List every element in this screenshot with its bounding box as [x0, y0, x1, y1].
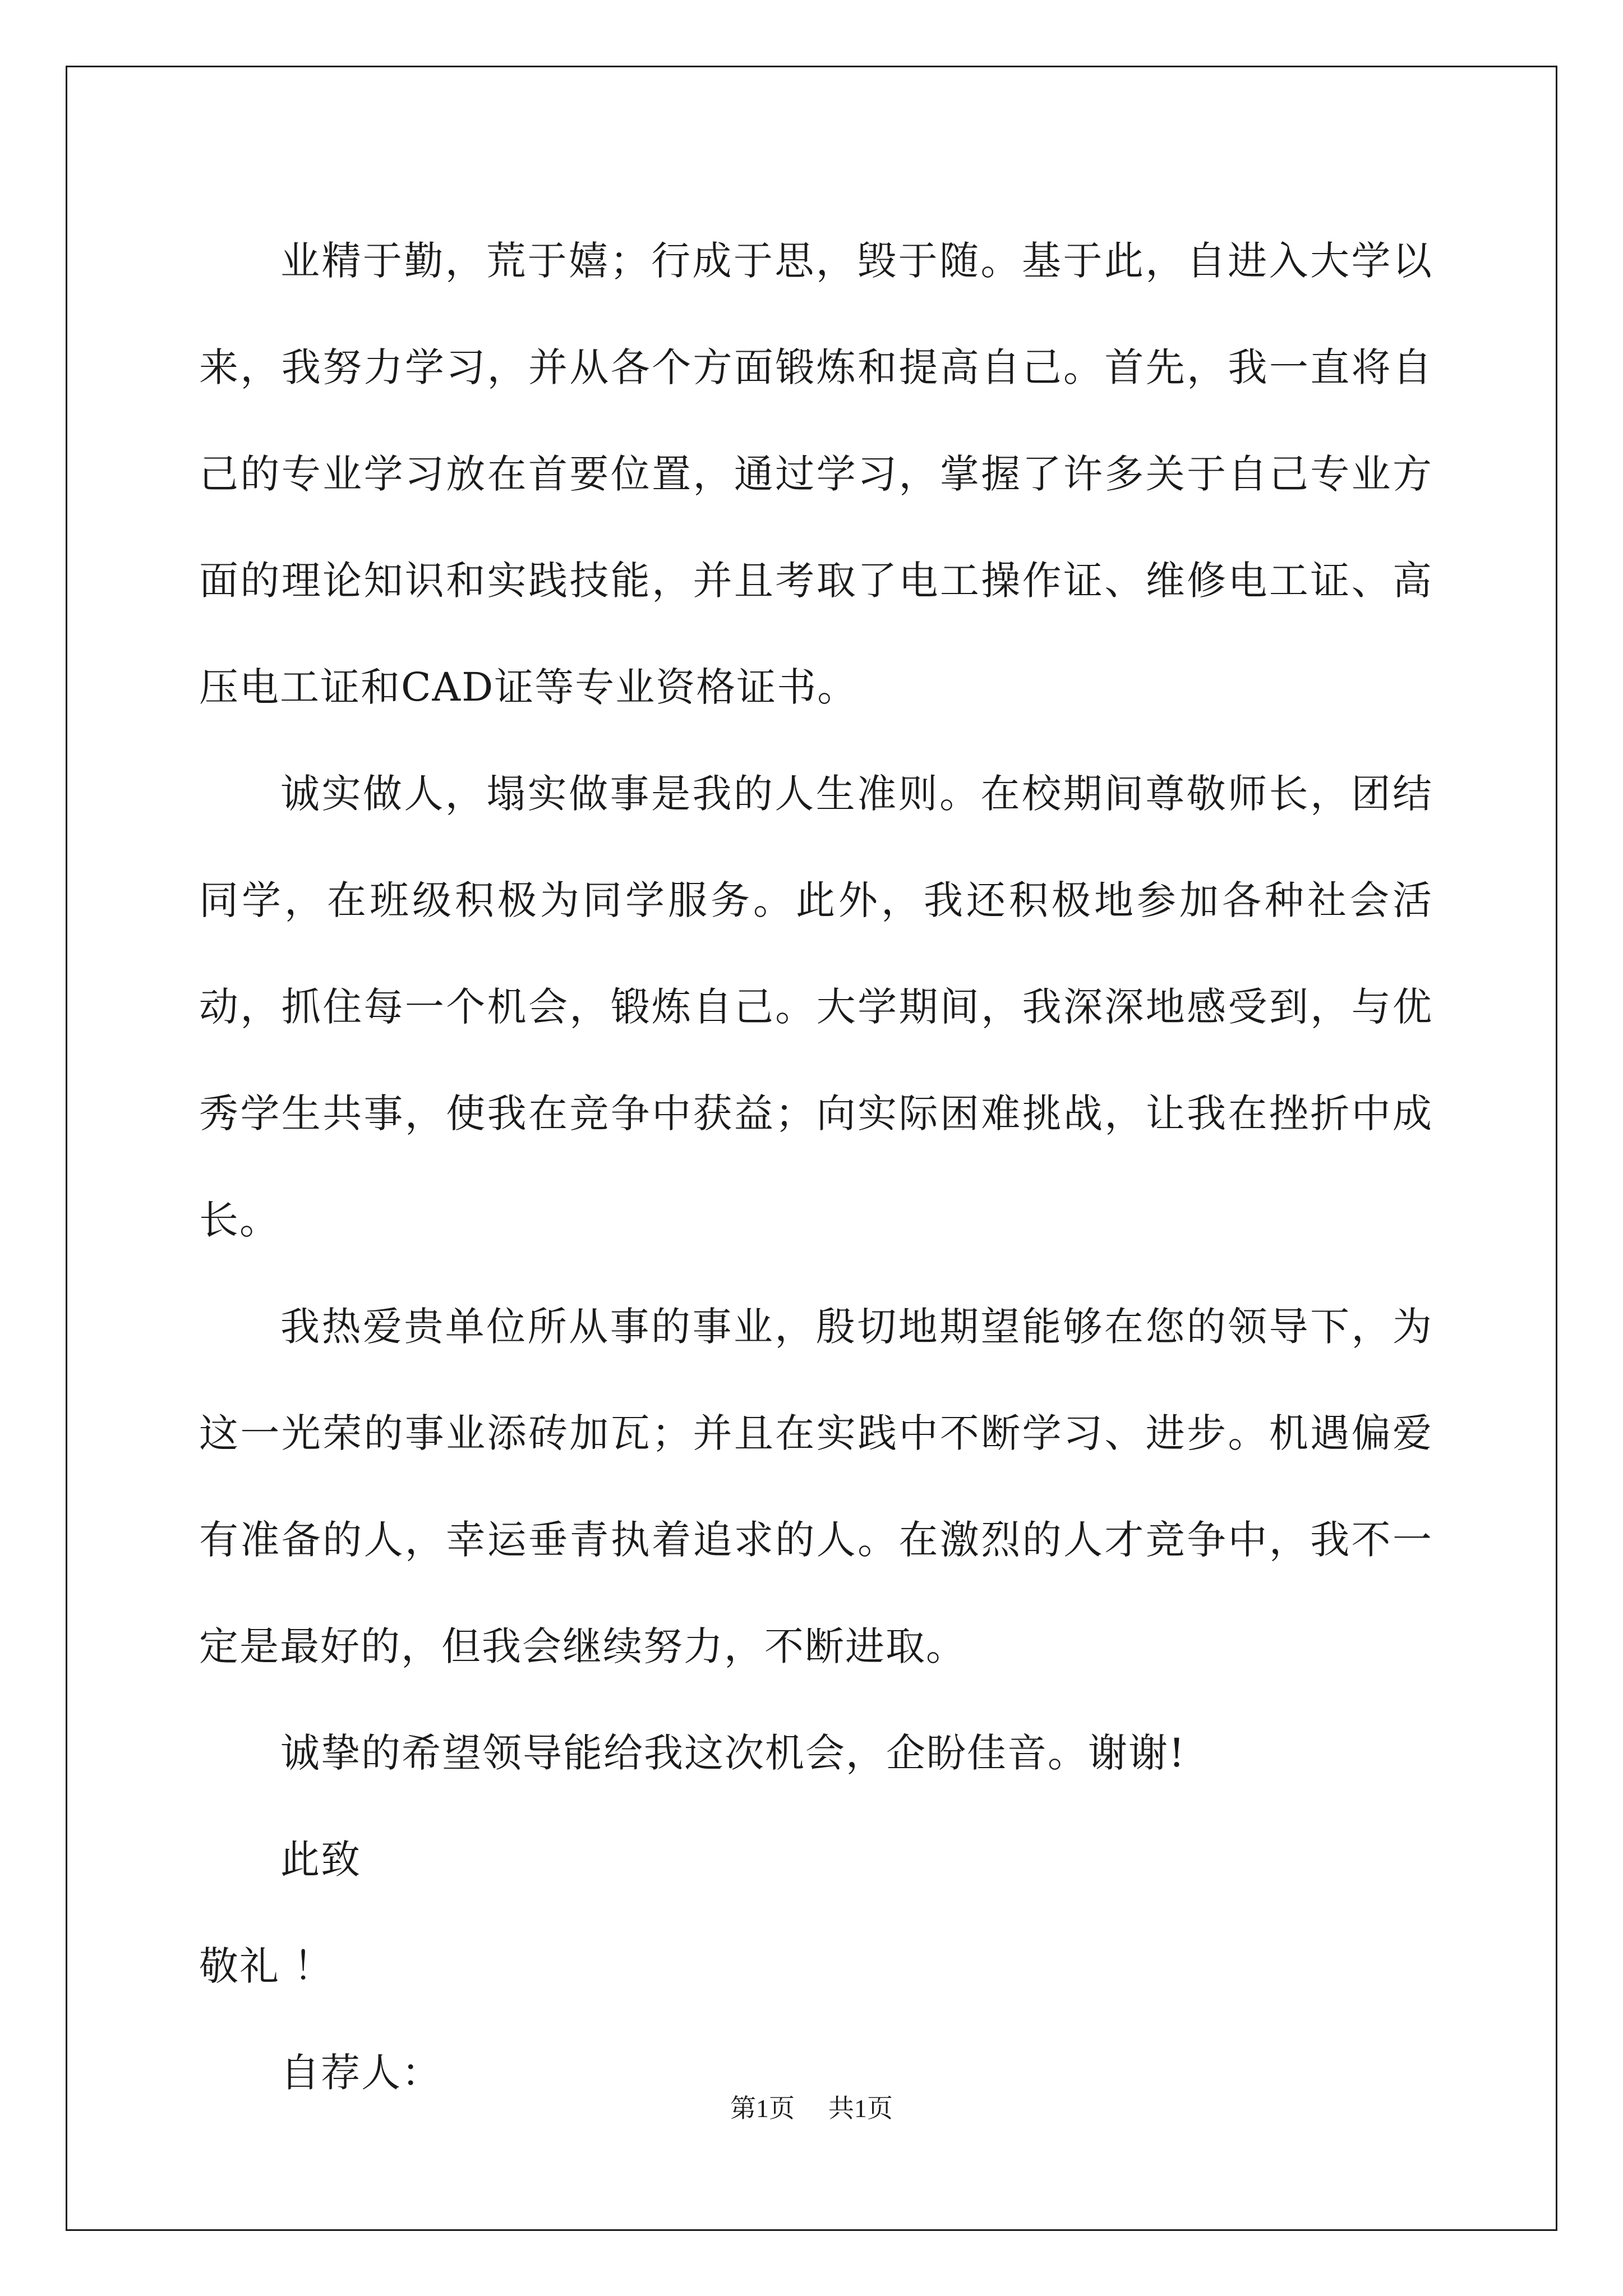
page-number: 第1页 [730, 2094, 795, 2123]
paragraph-request: 诚挚的希望领导能给我这次机会，企盼佳音。谢谢! [280, 1730, 1186, 1776]
letter-body [199, 208, 1433, 2126]
closing: 此致 [280, 1837, 361, 1883]
salutation: 敬礼 ！ [199, 1943, 334, 1989]
signature-label: 自荐人： [280, 2050, 442, 2096]
paragraph-study: 业精于勤，荒于嬉；行成于思，毁于随。基于此，自进入大学以来，我努力学习，并从各个方面锻炼和提高自己。首先，我一直将自己的专业学习放在首要位置，通过学习，掌握了许多关于自己专业方面的理论知识和实践技能，并且考取了电工操作证、维修电工证、高压电工证和CAD证等专业资格证书。 [199, 238, 1433, 710]
page-footer [0, 2088, 1623, 2125]
paragraph-aspiration: 我热爱贵单位所从事的事业，殷切地期望能够在您的领导下，为这一光荣的事业添砖加瓦；并且在实践中不断学习、进步。机遇偏爱有准备的人，幸运垂青执着追求的人。在激烈的人才竞争中，我不一定是最好的，但我会继续努力，不断进取。 [199, 1304, 1433, 1669]
page-total: 共1页 [828, 2094, 893, 2123]
paragraph-character: 诚实做人，塌实做事是我的人生准则。在校期间尊敬师长，团结同学，在班级积极为同学服务。此外，我还积极地参加各种社会活动，抓住每一个机会，锻炼自己。大学期间，我深深地感受到，与优秀学生共事，使我在竞争中获益；向实际困难挑战，让我在挫折中成长。 [199, 771, 1433, 1243]
